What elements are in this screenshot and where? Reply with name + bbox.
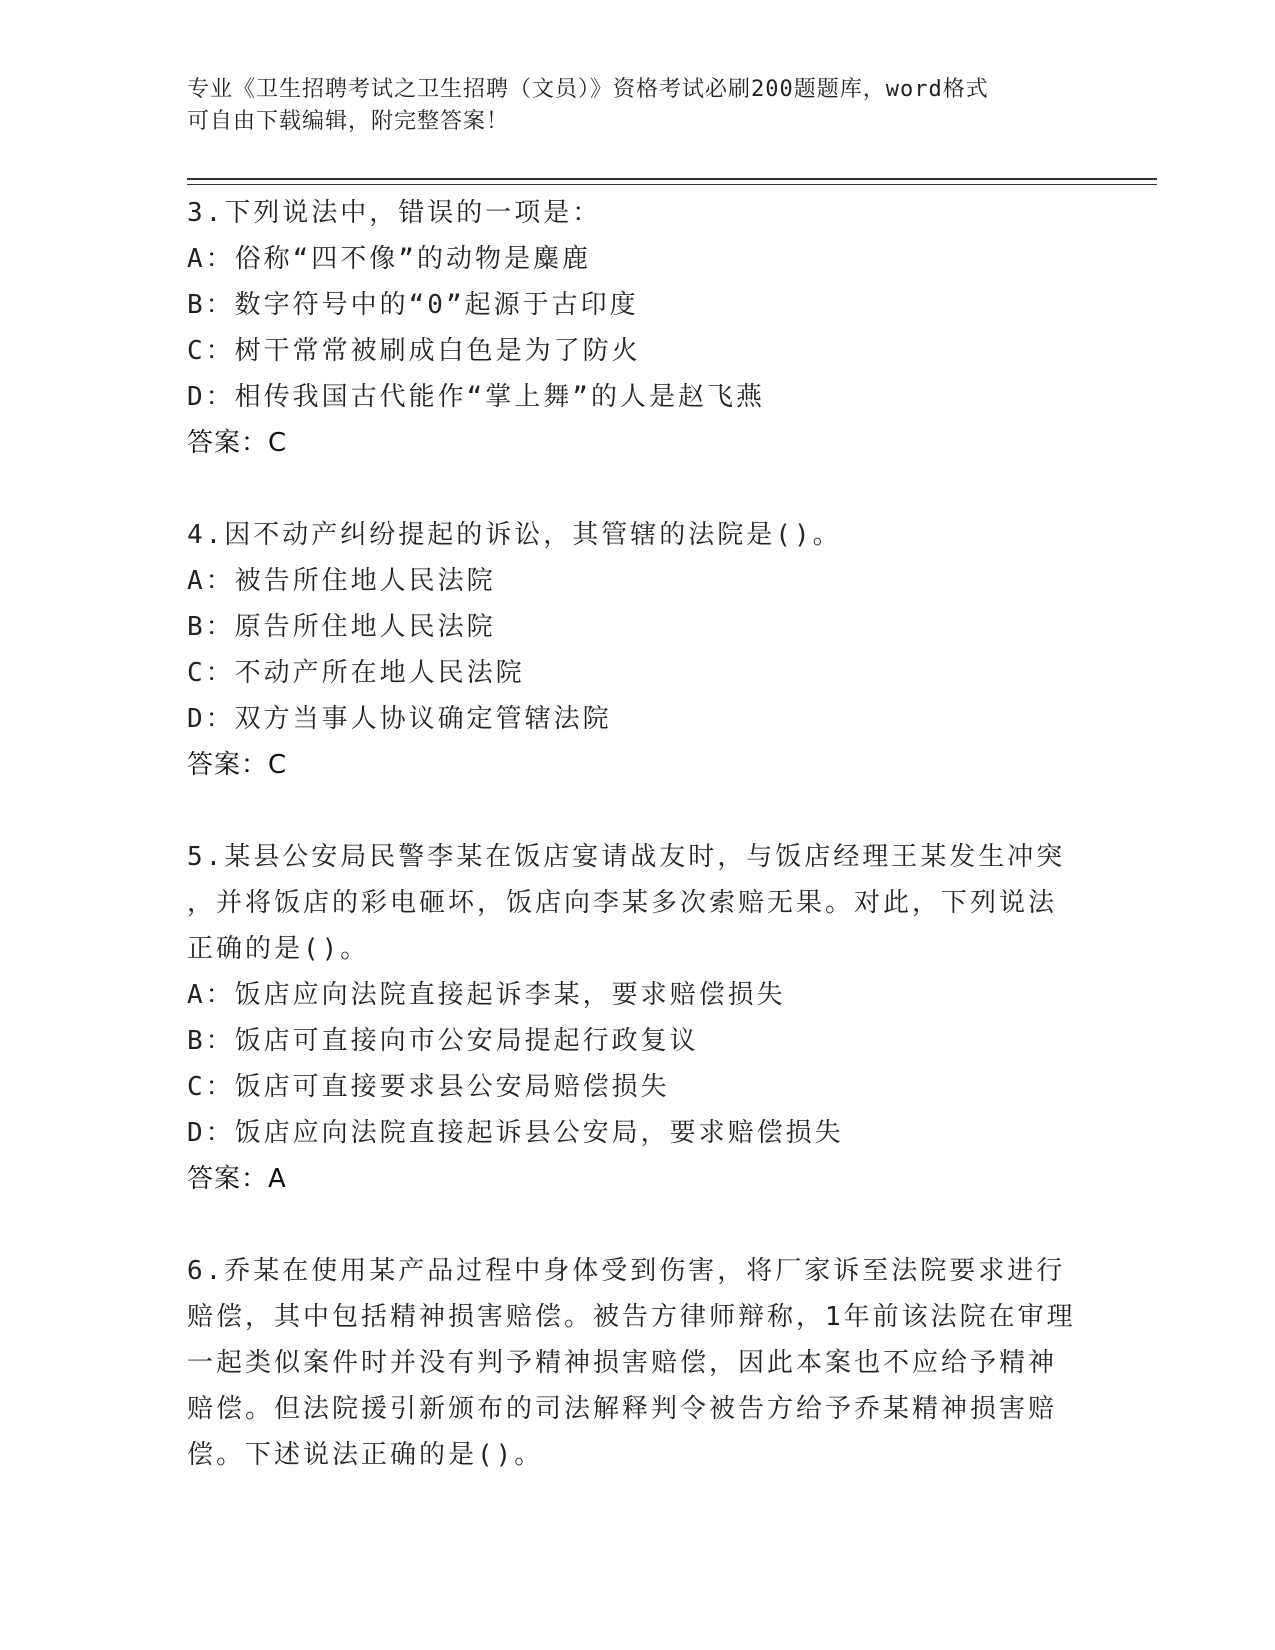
question-text: ，并将饭店的彩电砸坏，饭店向李某多次索赔无果。对此，下列说法 [187, 888, 1058, 918]
option-c: C：饭店可直接要求县公安局赔偿损失 [187, 1072, 670, 1102]
question-text: 正确的是()。 [187, 934, 370, 964]
option-d: D：双方当事人协议确定管辖法院 [187, 704, 612, 734]
question-text: 6.乔某在使用某产品过程中身体受到伤害，将厂家诉至法院要求进行 [187, 1256, 1066, 1286]
question-text: 赔偿。但法院援引新颁布的司法解释判令被告方给予乔某精神损害赔 [187, 1394, 1058, 1424]
header-rule-thin [187, 184, 1157, 185]
question-spacer [187, 788, 1107, 834]
header-line: 专业《卫生招聘考试之卫生招聘（文员）》资格考试必刷200题题库，word格式 [187, 77, 989, 102]
option-a: A：被告所住地人民法院 [187, 566, 496, 596]
answer-label: 答案：A [187, 1164, 287, 1194]
question-4 [187, 512, 1107, 788]
document-header [187, 74, 1067, 138]
option-b: B：数字符号中的“0”起源于古印度 [187, 290, 639, 320]
option-d: D：相传我国古代能作“掌上舞”的人是赵飞燕 [187, 382, 765, 412]
option-c: C：不动产所在地人民法院 [187, 658, 525, 688]
question-text: 赔偿，其中包括精神损害赔偿。被告方律师辩称，1年前该法院在审理 [187, 1302, 1076, 1332]
question-spacer [187, 466, 1107, 512]
question-spacer [187, 1202, 1107, 1248]
option-b: B：饭店可直接向市公安局提起行政复议 [187, 1026, 699, 1056]
question-text: 一起类似案件时并没有判予精神损害赔偿，因此本案也不应给予精神 [187, 1348, 1058, 1378]
question-6 [187, 1248, 1107, 1478]
option-d: D：饭店应向法院直接起诉县公安局，要求赔偿损失 [187, 1118, 844, 1148]
question-5 [187, 834, 1107, 1202]
question-list [187, 190, 1107, 1478]
question-3 [187, 190, 1107, 466]
question-text: 5.某县公安局民警李某在饭店宴请战友时，与饭店经理王某发生冲突 [187, 842, 1066, 872]
answer-label: 答案：C [187, 428, 288, 458]
option-c: C：树干常常被刷成白色是为了防火 [187, 336, 641, 366]
header-rule-thick [187, 178, 1157, 180]
header-line: 可自由下载编辑，附完整答案！ [187, 109, 510, 134]
answer-label: 答案：C [187, 750, 288, 780]
option-a: A：俗称“四不像”的动物是麋鹿 [187, 244, 591, 274]
option-a: A：饭店应向法院直接起诉李某，要求赔偿损失 [187, 980, 786, 1010]
question-text: 偿。下述说法正确的是()。 [187, 1440, 544, 1470]
option-b: B：原告所住地人民法院 [187, 612, 496, 642]
question-text: 4.因不动产纠纷提起的诉讼，其管辖的法院是()。 [187, 520, 842, 550]
question-text: 3.下列说法中，错误的一项是： [187, 198, 602, 228]
